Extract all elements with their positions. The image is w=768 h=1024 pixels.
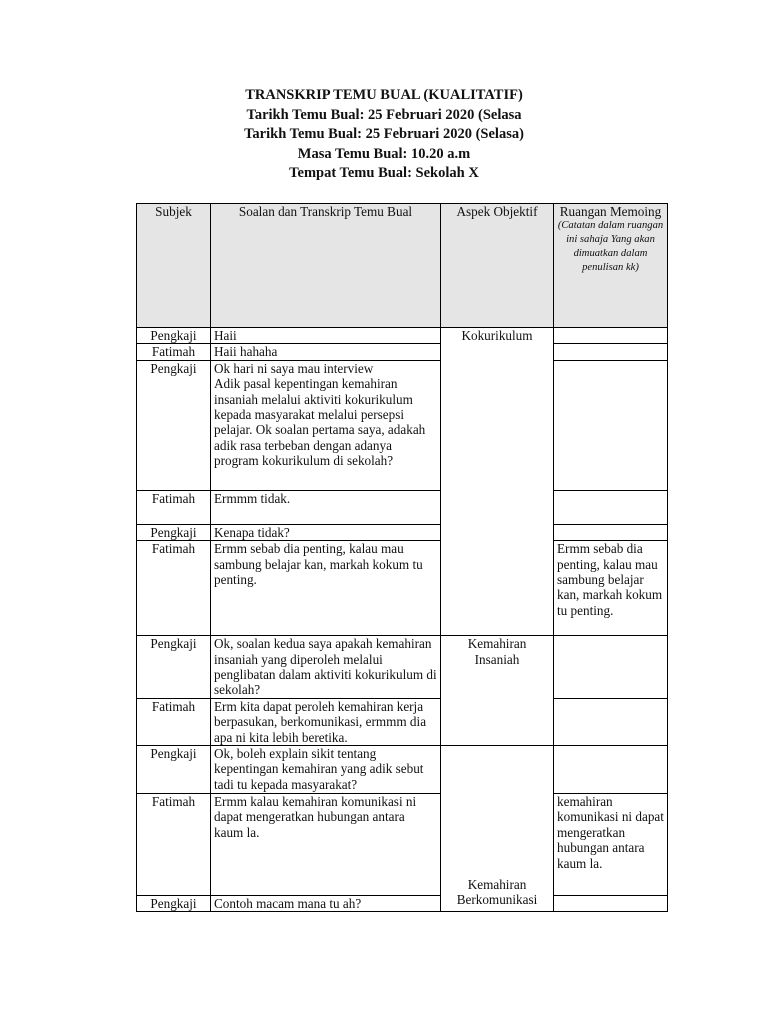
speaker-cell: Fatimah: [137, 541, 211, 636]
transcript-cell: Ermm kalau kemahiran komunikasi ni dapat mengeratkan hubungan antara kaum la.: [211, 794, 441, 896]
heading-place: Tempat Temu Bual: Sekolah X: [289, 165, 479, 181]
table-row: [137, 794, 668, 896]
memo-cell: [554, 524, 668, 540]
table-row: [137, 524, 668, 540]
memo-cell: [554, 636, 668, 699]
aspek-kemahiran-berkomunikasi: Kemahiran Berkomunikasi: [441, 746, 554, 912]
transcript-cell: Kenapa tidak?: [211, 524, 441, 540]
table-row: [137, 636, 668, 699]
memo-cell: Ermm sebab dia penting, kalau mau sambung belajar kan, markah kokum tu penting.: [554, 541, 668, 636]
table-row: [137, 746, 668, 794]
speaker-cell: Pengkaji: [137, 746, 211, 794]
transcript-cell: Ok, soalan kedua saya apakah kemahiran insaniah yang diperoleh melalui penglibatan dalam aktiviti kokurikulum di sekolah?: [211, 636, 441, 699]
heading-date-line-2: Tarikh Temu Bual: 25 Februari 2020 (Selasa): [244, 126, 524, 142]
speaker-cell: Pengkaji: [137, 636, 211, 699]
transcript-cell: Ermm sebab dia penting, kalau mau sambung belajar kan, markah kokum tu penting.: [211, 541, 441, 636]
speaker-cell: Fatimah: [137, 344, 211, 360]
memo-cell: [554, 328, 668, 344]
table-row: [137, 698, 668, 745]
heading-time: Masa Temu Bual: 10.20 a.m: [297, 145, 471, 162]
heading-date-line-1: Tarikh Temu Bual: 25 Februari 2020 (Selasa: [246, 106, 522, 123]
memo-cell: [554, 698, 668, 745]
speaker-cell: Pengkaji: [137, 524, 211, 540]
transcript-cell: Erm kita dapat peroleh kemahiran kerja berpasukan, berkomunikasi, ermmm dia apa ni kita lebih beretika.: [211, 698, 441, 745]
memo-cell: [554, 746, 668, 794]
memo-cell: [554, 344, 668, 360]
speaker-cell: Pengkaji: [137, 896, 211, 912]
header-subjek: Subjek: [137, 204, 211, 328]
speaker-cell: Fatimah: [137, 490, 211, 524]
header-row: [137, 204, 668, 328]
speaker-cell: Fatimah: [137, 794, 211, 896]
header-ruangan-memoing: [554, 204, 668, 328]
header-aspek: Aspek Objektif: [441, 204, 554, 328]
transcript-cell: Ok hari ni saya mau interview Adik pasal kepentingan kemahiran insaniah melalui aktiviti kokurikulum kepada masyarakat melalui persepsi pelajar. Ok soalan pertama saya, adakah adik rasa terbeban dengan adanya program kokurikulum di sekolah?: [211, 360, 441, 490]
memo-cell: [554, 360, 668, 490]
speaker-cell: Fatimah: [137, 698, 211, 745]
document-heading: [0, 86, 768, 184]
transcript-cell: Ok, boleh explain sikit tentang kepentingan kemahiran yang adik sebut tadi tu kepada masyarakat?: [211, 746, 441, 794]
aspek-kemahiran-insaniah: Kemahiran Insaniah: [441, 636, 554, 746]
header-soalan: Soalan dan Transkrip Temu Bual: [211, 204, 441, 328]
table-row: [137, 328, 668, 344]
header-ruangan-label: Ruangan Memoing: [559, 204, 662, 219]
table-row: [137, 360, 668, 490]
table-row: [137, 490, 668, 524]
aspek-kokurikulum: Kokurikulum: [441, 328, 554, 636]
table-row: [137, 344, 668, 360]
transcript-cell: Contoh macam mana tu ah?: [211, 896, 441, 912]
speaker-cell: Pengkaji: [137, 328, 211, 344]
header-ruangan-note: (Catatan dalam ruangan ini sahaja Yang akan dimuatkan dalam penulisan kk): [557, 220, 664, 274]
heading-title: TRANSKRIP TEMU BUAL (KUALITATIF): [245, 87, 523, 103]
memo-cell: [554, 896, 668, 912]
transcript-cell: Ermmm tidak.: [211, 490, 441, 524]
speaker-cell: Pengkaji: [137, 360, 211, 490]
transcript-cell: Haii hahaha: [211, 344, 441, 360]
table-row: [137, 896, 668, 912]
transcript-cell: Haii: [211, 328, 441, 344]
table-row: [137, 541, 668, 636]
memo-cell: [554, 490, 668, 524]
transcript-table: [136, 203, 668, 912]
memo-cell: kemahiran komunikasi ni dapat mengeratkan hubungan antara kaum la.: [554, 794, 668, 896]
